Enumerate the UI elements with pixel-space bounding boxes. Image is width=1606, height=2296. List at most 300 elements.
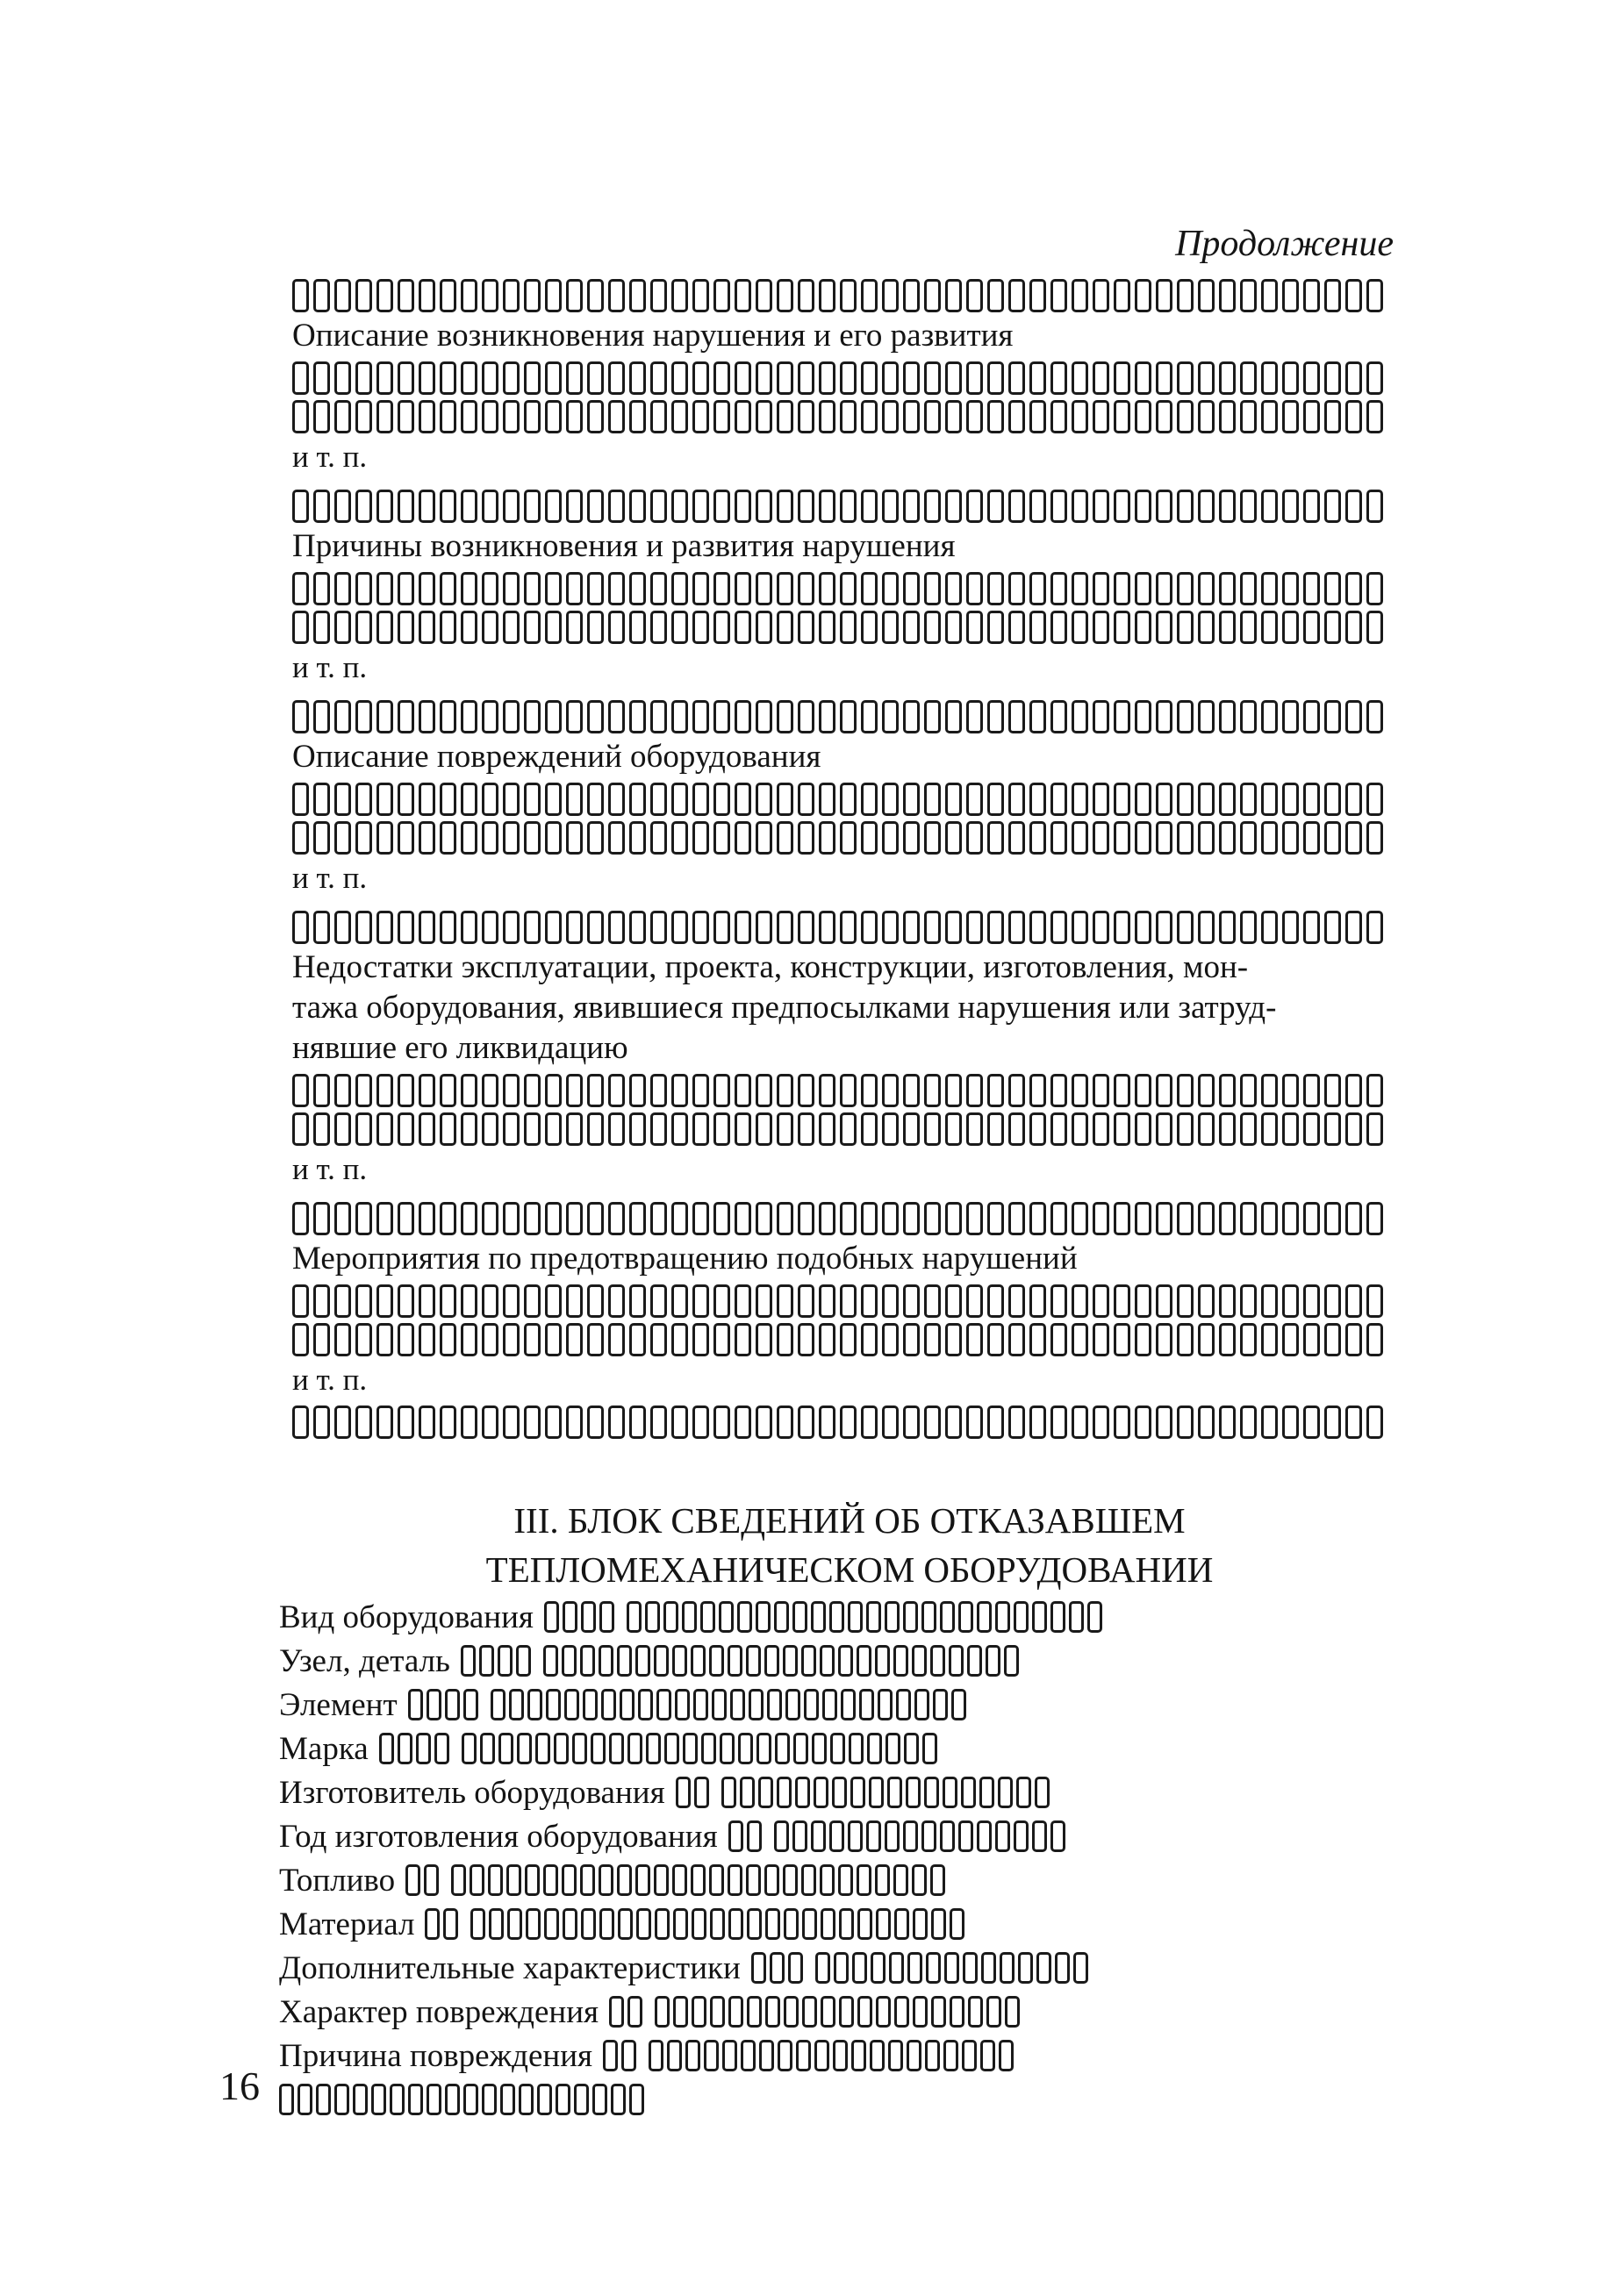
input-box (840, 572, 857, 605)
input-box (735, 911, 751, 944)
input-box (924, 1284, 941, 1318)
text-boxes (655, 1996, 1020, 2028)
heading-line-1: III. БЛОК СВЕДЕНИЙ ОБ ОТКАЗАВШЕМ (513, 1500, 1186, 1541)
input-box (756, 1074, 772, 1107)
box-row (292, 1200, 1407, 1235)
input-box (1018, 1952, 1033, 1984)
input-box (482, 2084, 497, 2115)
input-box (713, 911, 730, 944)
input-box (1000, 1952, 1015, 1984)
input-box (1050, 911, 1067, 944)
input-box (506, 1864, 521, 1896)
input-box (1050, 821, 1067, 855)
input-box (526, 1908, 541, 1940)
input-box (777, 911, 793, 944)
input-box (434, 1733, 449, 1764)
input-box (524, 1284, 541, 1318)
input-box (1219, 821, 1236, 855)
input-box (1093, 1202, 1109, 1235)
input-box (1029, 361, 1046, 395)
input-box (1261, 361, 1278, 395)
input-box (334, 490, 351, 523)
input-box (334, 700, 351, 733)
input-box (1345, 1405, 1362, 1439)
input-box (503, 490, 520, 523)
input-box (1177, 490, 1194, 523)
input-box (882, 1074, 899, 1107)
input-box (1219, 361, 1236, 395)
input-box (840, 911, 857, 944)
input-box (882, 611, 899, 644)
input-box (893, 1645, 908, 1677)
input-box (292, 400, 309, 433)
input-box (1177, 821, 1194, 855)
input-box (735, 700, 751, 733)
input-box (524, 572, 541, 605)
input-box (777, 1405, 793, 1439)
input-box (334, 1112, 351, 1146)
input-box (961, 1777, 976, 1808)
input-box (566, 611, 583, 644)
input-box (924, 1405, 941, 1439)
input-box (728, 1908, 743, 1940)
input-box (777, 279, 793, 312)
box-row (292, 698, 1407, 733)
input-box (1072, 1405, 1088, 1439)
input-box (440, 1405, 456, 1439)
input-box (841, 1689, 856, 1720)
input-box (795, 1777, 810, 1808)
input-box (663, 1601, 678, 1633)
input-box (587, 572, 604, 605)
input-box (814, 1777, 828, 1808)
input-box (798, 1202, 814, 1235)
input-box (987, 400, 1004, 433)
input-box (1261, 1405, 1278, 1439)
input-box (650, 611, 667, 644)
input-box (1008, 1284, 1025, 1318)
input-box (1198, 1405, 1215, 1439)
input-box (869, 1777, 884, 1808)
input-box (949, 1645, 964, 1677)
input-box (1135, 1323, 1151, 1356)
input-box (1366, 490, 1383, 523)
field-label: Марка (279, 1730, 369, 1767)
input-box (700, 1601, 715, 1633)
input-box (1240, 279, 1257, 312)
input-box (987, 783, 1004, 816)
input-box (735, 361, 751, 395)
input-box (419, 821, 435, 855)
input-box (819, 1074, 835, 1107)
input-box (840, 821, 857, 855)
input-box (1240, 572, 1257, 605)
input-box (1345, 1323, 1362, 1356)
input-box (1303, 1405, 1320, 1439)
input-box (279, 2084, 294, 2115)
input-box (461, 1284, 477, 1318)
input-box (376, 783, 393, 816)
input-box (608, 911, 625, 944)
input-box (1219, 1284, 1236, 1318)
input-box (376, 1074, 393, 1107)
input-box (398, 279, 414, 312)
input-box (783, 1864, 798, 1896)
input-box (887, 1777, 902, 1808)
input-box (944, 1952, 959, 1984)
input-box (861, 1323, 878, 1356)
input-box (517, 1733, 532, 1764)
input-box (376, 361, 393, 395)
input-box (1135, 1284, 1151, 1318)
input-box (1345, 1284, 1362, 1318)
input-box (461, 1645, 476, 1677)
input-box (1016, 1777, 1031, 1808)
input-box (398, 611, 414, 644)
input-box (672, 1864, 687, 1896)
input-box (1324, 1284, 1341, 1318)
input-box (451, 1864, 466, 1896)
input-box (334, 361, 351, 395)
input-box (461, 1074, 477, 1107)
input-box (912, 1864, 927, 1896)
input-box (440, 361, 456, 395)
input-box (1014, 1820, 1029, 1852)
input-box (671, 1323, 688, 1356)
field-label: Вид оборудования (279, 1599, 534, 1635)
input-box (777, 572, 793, 605)
input-box (480, 1733, 495, 1764)
input-box (906, 1777, 921, 1808)
input-box (1029, 400, 1046, 433)
input-box (482, 1074, 498, 1107)
input-box (650, 361, 667, 395)
input-box (694, 1777, 709, 1808)
input-box (1050, 1323, 1067, 1356)
input-box (783, 1645, 798, 1677)
input-box (313, 1405, 330, 1439)
input-box (945, 783, 962, 816)
input-box (671, 911, 688, 944)
input-box (749, 1689, 764, 1720)
input-box (924, 911, 941, 944)
input-box (608, 783, 625, 816)
input-box (482, 279, 498, 312)
input-box (692, 700, 709, 733)
text-boxes (815, 1952, 1088, 1984)
input-box (832, 1777, 847, 1808)
input-box (671, 1284, 688, 1318)
input-box (440, 1074, 456, 1107)
input-box (861, 821, 878, 855)
input-box (655, 1908, 670, 1940)
input-box (1156, 1112, 1172, 1146)
input-box (482, 700, 498, 733)
input-box (777, 361, 793, 395)
input-box (966, 1112, 983, 1146)
input-box (1240, 400, 1257, 433)
input-box (603, 2040, 618, 2071)
input-box (931, 1908, 946, 1940)
input-box (930, 1864, 945, 1896)
input-box (870, 2040, 885, 2071)
input-box (1366, 1112, 1383, 1146)
section-2 (292, 484, 1407, 707)
input-box (945, 1405, 962, 1439)
input-box (587, 1323, 604, 1356)
input-box (1135, 611, 1151, 644)
box-row (292, 1072, 1407, 1107)
input-box (427, 1689, 441, 1720)
input-box (482, 1284, 498, 1318)
input-box (544, 1908, 559, 1940)
input-box (1324, 1074, 1341, 1107)
input-box (950, 1908, 964, 1940)
input-box (1072, 279, 1088, 312)
input-box (503, 361, 520, 395)
input-box (896, 1689, 911, 1720)
input-box (1087, 1601, 1102, 1633)
input-box (774, 1601, 789, 1633)
input-box (945, 361, 962, 395)
input-box (608, 400, 625, 433)
input-box (419, 911, 435, 944)
input-box (587, 700, 604, 733)
input-box (503, 400, 520, 433)
input-box (1261, 783, 1278, 816)
field-label: Топливо (279, 1862, 396, 1899)
input-box (812, 1733, 827, 1764)
input-box (656, 1689, 671, 1720)
input-box (819, 1405, 835, 1439)
input-box (334, 2084, 349, 2115)
input-box (650, 1284, 667, 1318)
input-box (376, 1202, 393, 1235)
input-box (692, 400, 709, 433)
input-box (524, 1323, 541, 1356)
input-box (798, 1112, 814, 1146)
input-box (1261, 700, 1278, 733)
input-box (419, 1284, 435, 1318)
input-box (398, 1074, 414, 1107)
input-box (735, 611, 751, 644)
input-box (1072, 1202, 1088, 1235)
input-box (914, 1689, 929, 1720)
section-label: Мероприятия по предотвращению подобных нарушений (292, 1241, 1078, 1277)
input-box (650, 821, 667, 855)
input-box (1324, 821, 1341, 855)
input-box (1156, 611, 1172, 644)
input-box (1029, 490, 1046, 523)
input-box (671, 1405, 688, 1439)
input-box (398, 700, 414, 733)
input-box (1261, 572, 1278, 605)
input-box (524, 490, 541, 523)
input-box (1282, 400, 1299, 433)
input-box (840, 1074, 857, 1107)
input-box (316, 2084, 331, 2115)
input-box (962, 2040, 977, 2071)
field-label: Элемент (279, 1686, 398, 1723)
input-box (1303, 1202, 1320, 1235)
input-box (802, 1996, 817, 2028)
input-box (861, 700, 878, 733)
input-box (629, 911, 646, 944)
input-box (608, 279, 625, 312)
input-box (951, 1689, 966, 1720)
input-box (671, 1202, 688, 1235)
input-box (566, 1074, 583, 1107)
input-box (419, 1202, 435, 1235)
input-box (987, 1074, 1004, 1107)
input-box (1135, 911, 1151, 944)
input-box (461, 911, 477, 944)
input-box (775, 1733, 790, 1764)
input-box (650, 1074, 667, 1107)
input-box (1156, 821, 1172, 855)
input-box (608, 572, 625, 605)
input-box (882, 490, 899, 523)
input-box (627, 1601, 642, 1633)
input-box (1324, 611, 1341, 644)
input-box (751, 1952, 766, 1984)
input-box (692, 783, 709, 816)
input-box (903, 1323, 920, 1356)
input-box (545, 279, 562, 312)
input-box (1261, 821, 1278, 855)
input-box (1008, 572, 1025, 605)
input-box (376, 279, 393, 312)
input-box (1177, 1323, 1194, 1356)
input-box (355, 700, 372, 733)
input-box (747, 1996, 762, 2028)
input-box (313, 490, 330, 523)
input-box (1324, 1202, 1341, 1235)
input-box (544, 1601, 559, 1633)
box-row (292, 488, 1407, 523)
input-box (566, 361, 583, 395)
input-box (627, 1733, 642, 1764)
input-box (819, 279, 835, 312)
input-box (903, 572, 920, 605)
input-box (815, 1952, 830, 1984)
input-box (609, 1733, 624, 1764)
input-box (1366, 572, 1383, 605)
input-box (566, 1405, 583, 1439)
input-box (728, 1645, 742, 1677)
input-box (747, 1820, 762, 1852)
input-box (479, 1645, 494, 1677)
input-box (857, 1645, 871, 1677)
input-box (629, 1074, 646, 1107)
input-box (545, 361, 562, 395)
input-box (587, 490, 604, 523)
input-box (838, 1645, 853, 1677)
input-box (740, 1777, 755, 1808)
input-box (313, 783, 330, 816)
input-box (440, 490, 456, 523)
input-box (440, 1323, 456, 1356)
input-box (562, 1864, 577, 1896)
input-box (440, 1284, 456, 1318)
input-box (1261, 1112, 1278, 1146)
field-label: Дополнительные характеристики (279, 1949, 741, 1986)
input-box (398, 490, 414, 523)
input-box (777, 1112, 793, 1146)
input-box (587, 400, 604, 433)
input-box (1240, 490, 1257, 523)
input-box (999, 2040, 1014, 2071)
input-box (756, 700, 772, 733)
input-box (1198, 572, 1215, 605)
input-box (562, 1645, 577, 1677)
input-box (945, 1202, 962, 1235)
input-box (545, 1112, 562, 1146)
input-box (701, 1733, 716, 1764)
input-box (1345, 611, 1362, 644)
input-box (461, 821, 477, 855)
input-box (857, 1908, 872, 1940)
input-box (1135, 490, 1151, 523)
input-box (503, 1405, 520, 1439)
input-box (882, 821, 899, 855)
input-box (1303, 572, 1320, 605)
section-label: Описание повреждений оборудования (292, 739, 821, 775)
input-box (292, 490, 309, 523)
input-box (1093, 911, 1109, 944)
input-box (592, 2084, 607, 2115)
input-box (966, 1323, 983, 1356)
input-box (885, 1820, 900, 1852)
input-box (629, 2084, 644, 2115)
input-box (1114, 1405, 1130, 1439)
input-box (545, 1323, 562, 1356)
input-box (1114, 821, 1130, 855)
input-box (945, 1284, 962, 1318)
box-row (292, 909, 1407, 944)
input-box (756, 1202, 772, 1235)
input-box (671, 361, 688, 395)
input-box (924, 1112, 941, 1146)
input-box (819, 700, 835, 733)
input-box (1345, 361, 1362, 395)
input-box (840, 361, 857, 395)
input-box (875, 1645, 890, 1677)
input-box (587, 611, 604, 644)
input-box (1114, 279, 1130, 312)
input-box (966, 821, 983, 855)
input-box (798, 361, 814, 395)
input-box (995, 1820, 1010, 1852)
input-box (738, 1733, 753, 1764)
input-box (1303, 700, 1320, 733)
input-box (371, 2084, 386, 2115)
input-box (524, 279, 541, 312)
input-box (503, 279, 520, 312)
input-box (798, 911, 814, 944)
input-box (1345, 1074, 1362, 1107)
input-box (676, 1777, 691, 1808)
input-box (713, 783, 730, 816)
input-box (692, 611, 709, 644)
section-3 (292, 695, 1407, 918)
input-box (419, 490, 435, 523)
input-box (756, 490, 772, 523)
input-box (966, 279, 983, 312)
input-box (741, 2040, 756, 2071)
input-box (583, 1689, 598, 1720)
input-box (888, 2040, 903, 2071)
